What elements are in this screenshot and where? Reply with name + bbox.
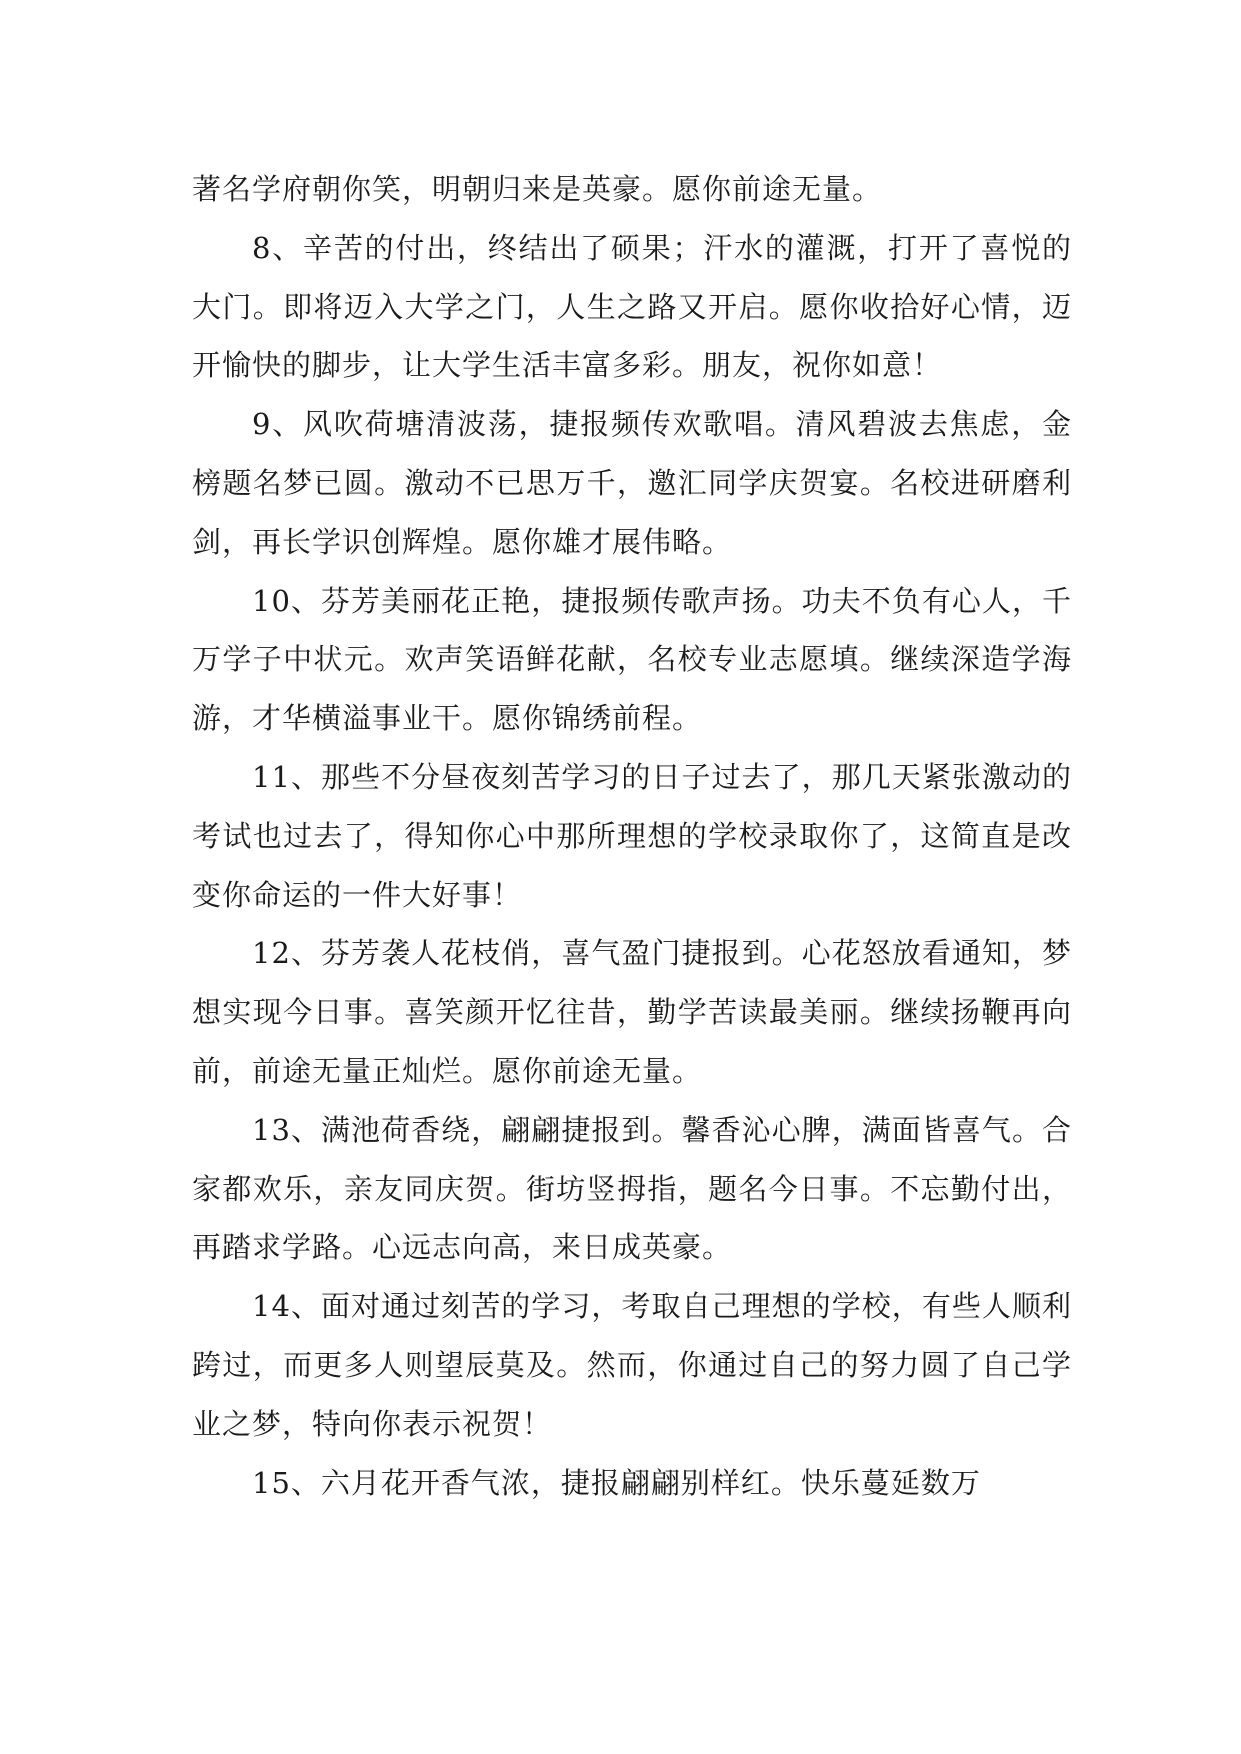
paragraph-item-13: 13、满池荷香绕，翩翩捷报到。馨香沁心脾，满面皆喜气。合家都欢乐，亲友同庆贺。街坊竖拇指，题名今日事。不忘勤付出，再踏求学路。心远志向高，来日成英豪。: [192, 1112, 1072, 1265]
paragraph-item-9: 9、风吹荷塘清波荡，捷报频传欢歌唱。清风碧波去焦虑，金榜题名梦已圆。激动不已思万千，邀汇同学庆贺宴。名校进研磨利剑，再长学识创辉煌。愿你雄才展伟略。: [192, 407, 1072, 559]
paragraph-item-11: 11、那些不分昼夜刻苦学习的日子过去了，那几天紧张激动的考试也过去了，得知你心中那所理想的学校录取你了，这简直是改变你命运的一件大好事！: [192, 759, 1072, 912]
paragraph-item-14: 14、面对通过刻苦的学习，考取自己理想的学校，有些人顺利跨过，而更多人则望辰莫及。然而，你通过自己的努力圆了自己学业之梦，特向你表示祝贺！: [192, 1289, 1072, 1441]
paragraph-item-8: 8、辛苦的付出，终结出了硕果；汗水的灌溉，打开了喜悦的大门。即将迈入大学之门，人生之路又开启。愿你收拾好心情，迈开愉快的脚步，让大学生活丰富多彩。朋友，祝你如意！: [192, 230, 1072, 383]
document-body: [192, 160, 1072, 1512]
paragraph-item-10: 10、芬芳美丽花正艳，捷报频传歌声扬。功夫不负有心人，千万学子中状元。欢声笑语鲜花献，名校专业志愿填。继续深造学海游，才华横溢事业干。愿你锦绣前程。: [192, 583, 1072, 736]
paragraph-continuation: 著名学府朝你笑，明朝归来是英豪。愿你前途无量。: [192, 172, 883, 206]
paragraph-item-12: 12、芬芳袭人花枝俏，喜气盈门捷报到。心花怒放看通知，梦想实现今日事。喜笑颜开忆往昔，勤学苦读最美丽。继续扬鞭再向前，前途无量正灿烂。愿你前途无量。: [192, 936, 1072, 1088]
paragraph-item-15: 15、六月花开香气浓，捷报翩翩别样红。快乐蔓延数万: [252, 1465, 981, 1500]
